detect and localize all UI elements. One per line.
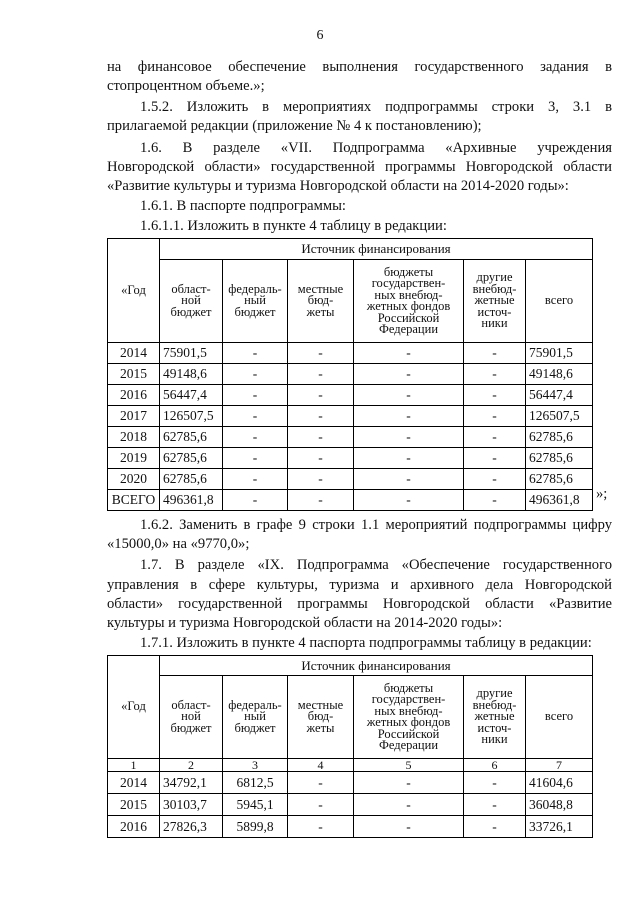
column-header-row [108, 260, 593, 343]
text-line: прилагаемой редакции (приложение № 4 к постановлению); [107, 118, 482, 134]
year-header: «Год [108, 239, 160, 343]
table-cell: - [288, 427, 354, 448]
table-closing-quote: »; [596, 486, 608, 502]
header-line: ной [181, 293, 201, 308]
table-cell: 27826,3 [160, 816, 223, 838]
table-row [108, 816, 593, 838]
header-line: бюд- [307, 709, 334, 724]
table-cell: 2015 [108, 794, 160, 816]
table-cell: - [464, 364, 526, 385]
table-cell: - [223, 364, 288, 385]
table-cell: - [464, 816, 526, 838]
paragraph-1-7-1: 1.7.1. Изложить в пункте 4 паспорта подпрограммы таблицу в редакции: [140, 635, 592, 651]
table-cell: - [288, 385, 354, 406]
table-cell: 6812,5 [223, 772, 288, 794]
table-cell: - [464, 794, 526, 816]
header-line: местные [297, 281, 344, 296]
col-header-regional-budget [160, 260, 223, 343]
table-cell: 56447,4 [160, 385, 223, 406]
table-cell: 2014 [108, 343, 160, 364]
table-cell: - [288, 816, 354, 838]
text-line: на финансовое обеспечение выполнения государственного задания в [107, 59, 612, 75]
table-row [108, 364, 593, 385]
table-body [108, 759, 593, 838]
table-cell: 34792,1 [160, 772, 223, 794]
table-cell: 36048,8 [526, 794, 593, 816]
table-cell: - [223, 469, 288, 490]
col-header-local-budgets [288, 260, 354, 343]
table-cell: - [223, 406, 288, 427]
header-line: Российской [377, 726, 440, 741]
table-cell: 2019 [108, 448, 160, 469]
table-body [108, 343, 593, 511]
table-cell: - [464, 343, 526, 364]
table-cell: 2016 [108, 385, 160, 406]
table-cell: 1 [108, 759, 160, 772]
table-cell: 3 [223, 759, 288, 772]
table-cell: - [288, 772, 354, 794]
text-line: стопроцентном объеме.»; [107, 78, 265, 94]
table-row [108, 794, 593, 816]
header-line: бюджеты [383, 680, 434, 695]
table-cell: 5 [354, 759, 464, 772]
table-cell: 2017 [108, 406, 160, 427]
table-cell: - [354, 816, 464, 838]
table-cell: 62785,6 [526, 469, 593, 490]
col-header-total [526, 260, 593, 343]
table-cell: - [354, 406, 464, 427]
table-cell: 33726,1 [526, 816, 593, 838]
header-line: жеты [306, 304, 335, 319]
table-cell: 5899,8 [223, 816, 288, 838]
table-cell: - [354, 772, 464, 794]
header-line: Федерации [378, 322, 439, 336]
table-cell: - [288, 343, 354, 364]
table-cell: - [354, 427, 464, 448]
col-header-other-sources [464, 676, 526, 759]
table-row [108, 448, 593, 469]
header-line: Российской [377, 310, 440, 325]
paragraph-1-6-1-1: 1.6.1.1. Изложить в пункте 4 таблицу в редакции: [140, 218, 447, 234]
table-cell: 62785,6 [160, 427, 223, 448]
table-cell: 2020 [108, 469, 160, 490]
header-line: жетные [474, 709, 515, 724]
header-line: бюджеты [383, 264, 434, 279]
header-line: област- [171, 281, 211, 296]
col-header-other-sources [464, 260, 526, 343]
header-line: жеты [306, 720, 335, 735]
table-cell: 75901,5 [160, 343, 223, 364]
source-header: Источник финансирования [160, 656, 593, 676]
text-line: культуры и туризма Новгородской области на 2014-2020 годы»: [107, 615, 503, 631]
header-line: источ- [477, 304, 512, 319]
header-line: бюд- [307, 293, 334, 308]
header-line: бюджет [234, 304, 276, 319]
table-cell: 496361,8 [526, 490, 593, 511]
header-line: ных внебюд- [374, 287, 443, 302]
page-number: 6 [316, 28, 324, 43]
header-line: ных внебюд- [374, 703, 443, 718]
table-cell: 4 [288, 759, 354, 772]
table-cell: 2018 [108, 427, 160, 448]
header-line: источ- [477, 720, 512, 735]
header-line: ники [481, 732, 508, 747]
table-cell: 62785,6 [526, 448, 593, 469]
table-cell: 5945,1 [223, 794, 288, 816]
table-row [108, 385, 593, 406]
header-line: бюджет [170, 720, 212, 735]
text-line: 1.6. В разделе «VII. Подпрограмма «Архивные учреждения [140, 140, 612, 156]
col-header-state-funds [354, 676, 464, 759]
table-cell: 126507,5 [160, 406, 223, 427]
table-cell: - [288, 364, 354, 385]
table-cell: - [354, 343, 464, 364]
table-cell: 41604,6 [526, 772, 593, 794]
text-line: управления в сфере культуры, туризма и архивного дела Новгородской [107, 577, 612, 593]
col-header-federal-budget [223, 260, 288, 343]
table-cell: 126507,5 [526, 406, 593, 427]
header-line: местные [297, 697, 344, 712]
table-cell: - [354, 490, 464, 511]
header-line: жетные [474, 293, 515, 308]
year-header: «Год [108, 656, 160, 759]
financing-table-1 [107, 238, 593, 511]
table-cell: - [354, 794, 464, 816]
header-line: жетных фондов [366, 299, 451, 313]
text-line: Новгородской области» государственной программы Новгородской области [107, 159, 612, 175]
table-cell: - [223, 427, 288, 448]
table-cell: - [354, 364, 464, 385]
table-cell: - [464, 772, 526, 794]
header-line: ный [244, 293, 266, 308]
text-line: 1.5.2. Изложить в мероприятиях подпрограммы строки 3, 3.1 в [140, 99, 612, 115]
table-cell: 49148,6 [526, 364, 593, 385]
table-cell: - [464, 385, 526, 406]
column-index-row [108, 759, 593, 772]
table-cell: - [464, 490, 526, 511]
table-cell: ВСЕГО [108, 490, 160, 511]
table-cell: - [223, 448, 288, 469]
text-line: 1.7. В разделе «IX. Подпрограмма «Обеспечение государственного [140, 557, 612, 573]
header-line: всего [544, 293, 574, 308]
table-cell: 62785,6 [160, 469, 223, 490]
text-line: «15000,0» на «9770,0»; [107, 536, 250, 552]
table-cell: - [464, 427, 526, 448]
header-line: жетных фондов [366, 715, 451, 729]
col-header-state-funds [354, 260, 464, 343]
table-cell: - [288, 448, 354, 469]
table-cell: - [464, 406, 526, 427]
header-line: государствен- [371, 276, 446, 290]
col-header-local-budgets [288, 676, 354, 759]
table-row [108, 343, 593, 364]
header-line: внебюд- [472, 697, 517, 712]
table-cell: 62785,6 [526, 427, 593, 448]
col-header-regional-budget [160, 676, 223, 759]
paragraph-1-6-1: 1.6.1. В паспорте подпрограммы: [140, 198, 346, 214]
source-header: Источник финансирования [160, 239, 593, 260]
header-line: другие [476, 686, 513, 701]
header-line: бюджет [170, 304, 212, 319]
header-line: област- [171, 697, 211, 712]
header-line: бюджет [234, 720, 276, 735]
table-cell: - [354, 469, 464, 490]
table-cell: 2 [160, 759, 223, 772]
table-row [108, 427, 593, 448]
header-line: федераль- [228, 697, 282, 712]
table-cell: 496361,8 [160, 490, 223, 511]
text-line: 1.6.2. Заменить в графе 9 строки 1.1 мероприятий подпрограммы цифру [140, 517, 612, 533]
table-cell: - [354, 385, 464, 406]
table-cell: 2016 [108, 816, 160, 838]
table-cell: 49148,6 [160, 364, 223, 385]
header-line: ный [244, 709, 266, 724]
table-cell: 2014 [108, 772, 160, 794]
text-line: «Развитие культуры и туризма Новгородской области на 2014-2020 годы»: [107, 178, 569, 194]
table-cell: - [288, 794, 354, 816]
table-cell: 2015 [108, 364, 160, 385]
header-line: федераль- [228, 281, 282, 296]
header-line: Федерации [378, 738, 439, 752]
header-line: ники [481, 316, 508, 331]
table-cell: - [464, 448, 526, 469]
header-line: ной [181, 709, 201, 724]
table-cell: 56447,4 [526, 385, 593, 406]
table-cell: 6 [464, 759, 526, 772]
table-cell: 7 [526, 759, 593, 772]
table-row [108, 469, 593, 490]
table-cell: 30103,7 [160, 794, 223, 816]
table-cell: - [464, 469, 526, 490]
table-cell: 62785,6 [160, 448, 223, 469]
table-cell: - [223, 385, 288, 406]
table-cell: - [354, 448, 464, 469]
col-header-federal-budget [223, 676, 288, 759]
header-line: государствен- [371, 692, 446, 706]
financing-table-2 [107, 655, 593, 838]
header-line: другие [476, 270, 513, 285]
text-line: области» государственной программы Новгородской области «Развитие [107, 596, 612, 612]
table-row [108, 406, 593, 427]
table-cell: - [288, 469, 354, 490]
header-line: внебюд- [472, 281, 517, 296]
col-header-total [526, 676, 593, 759]
table-cell: - [288, 406, 354, 427]
table-cell: - [223, 343, 288, 364]
header-line: всего [544, 709, 574, 724]
table-cell: - [288, 490, 354, 511]
column-header-row [108, 676, 593, 759]
table-row [108, 490, 593, 511]
table-cell: - [223, 490, 288, 511]
table-row [108, 772, 593, 794]
table-cell: 75901,5 [526, 343, 593, 364]
